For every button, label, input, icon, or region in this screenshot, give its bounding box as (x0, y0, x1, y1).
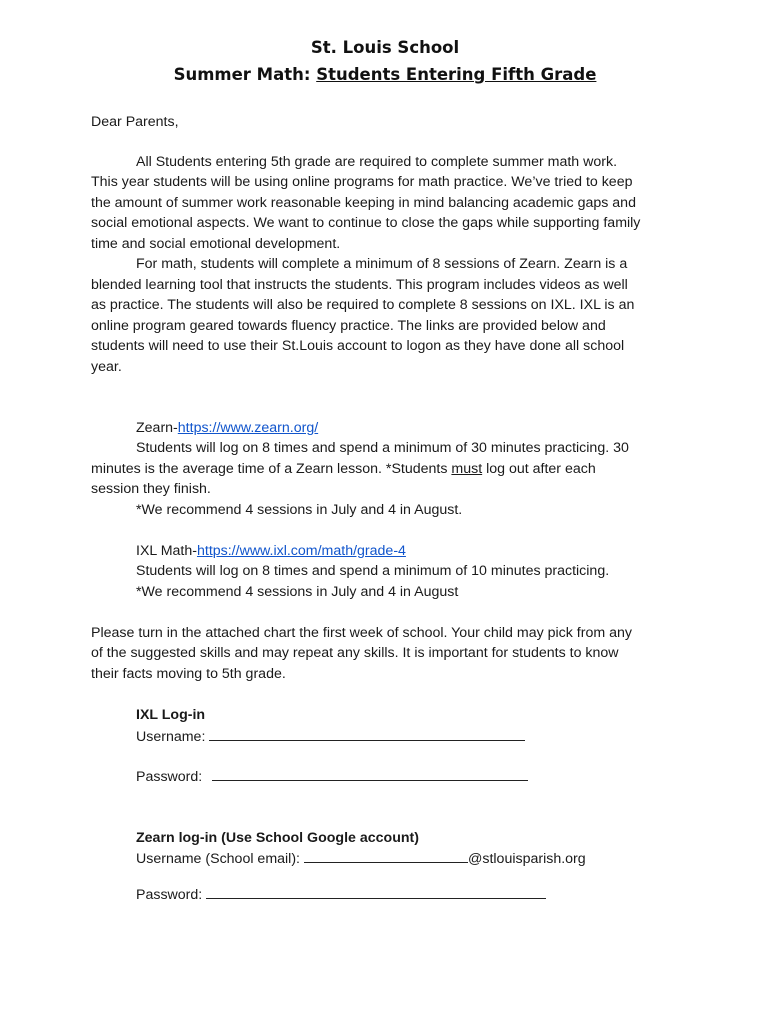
zearn-username-row (136, 848, 586, 870)
must-emphasis: must (451, 461, 483, 477)
greeting: Dear Parents, (91, 114, 179, 130)
zearn-username-blank[interactable] (304, 848, 468, 863)
ixl-label: IXL Math- (136, 543, 197, 559)
ixl-link[interactable]: https://www.ixl.com/math/grade-4 (196, 543, 406, 559)
zearn-link[interactable]: https://www.zearn.org/ (177, 420, 319, 436)
zearn-password-label: Password: (136, 887, 203, 903)
email-domain: @stlouisparish.org (467, 851, 586, 867)
zearn-username-label: Username (School email): (136, 851, 301, 867)
zearn-login-heading: Zearn log-in (Use School Google account) (136, 830, 419, 846)
zearn-info-line (91, 459, 596, 480)
para1-line: time and social emotional development. (91, 236, 341, 252)
para2-line: year. (91, 359, 122, 375)
para2-line: online program geared towards fluency practice. The links are provided below and (91, 318, 606, 334)
subtitle-underlined: Students Entering Fifth Grade (316, 65, 597, 84)
ixl-password-blank[interactable] (212, 766, 528, 781)
zearn-info-line: session they finish. (91, 481, 211, 497)
ixl-login-heading: IXL Log-in (136, 707, 206, 723)
zearn-recommend: *We recommend 4 sessions in July and 4 in August. (136, 502, 463, 518)
para3-line: of the suggested skills and may repeat any skills. It is important for students to know (91, 645, 619, 661)
zearn-password-row (136, 884, 546, 906)
para1-line: social emotional aspects. We want to continue to close the gaps while supporting family (91, 215, 641, 231)
zearn-password-blank[interactable] (206, 884, 546, 899)
zearn-info-line: Students will log on 8 times and spend a minimum of 30 minutes practicing. 30 (136, 440, 629, 456)
zearn-label: Zearn- (136, 420, 178, 436)
para1-line: This year students will be using online programs for math practice. We’ve tried to keep (91, 174, 633, 190)
document-subtitle (0, 65, 770, 84)
school-title: St. Louis School (310, 38, 460, 57)
para2-line: as practice. The students will also be required to complete 8 sessions on IXL. IXL is an (91, 297, 635, 313)
para2-line: blended learning tool that instructs the students. This program includes videos as well (91, 277, 628, 293)
para2-line: students will need to use their St.Louis account to logon as they have done all school (91, 338, 625, 354)
para1-line: All Students entering 5th grade are required to complete summer math work. (136, 154, 618, 170)
para1-line: the amount of summer work reasonable keeping in mind balancing academic gaps and (91, 195, 636, 211)
zearn-info-post: log out after each (482, 461, 596, 477)
para3-line: their facts moving to 5th grade. (91, 666, 286, 682)
ixl-password-row (136, 766, 528, 788)
ixl-username-blank[interactable] (209, 726, 525, 741)
ixl-username-label: Username: (136, 729, 206, 745)
ixl-line (136, 541, 406, 562)
para3-line: Please turn in the attached chart the first week of school. Your child may pick from any (91, 625, 632, 641)
zearn-info-pre: minutes is the average time of a Zearn lesson. *Students (91, 461, 452, 477)
ixl-info-line: Students will log on 8 times and spend a minimum of 10 minutes practicing. (136, 563, 610, 579)
zearn-line (136, 418, 318, 439)
ixl-recommend: *We recommend 4 sessions in July and 4 in August (136, 584, 459, 600)
para2-line: For math, students will complete a minimum of 8 sessions of Zearn. Zearn is a (136, 256, 628, 272)
subtitle-prefix: Summer Math: (173, 65, 311, 84)
ixl-password-label: Password: (136, 769, 203, 785)
ixl-username-row (136, 726, 525, 748)
